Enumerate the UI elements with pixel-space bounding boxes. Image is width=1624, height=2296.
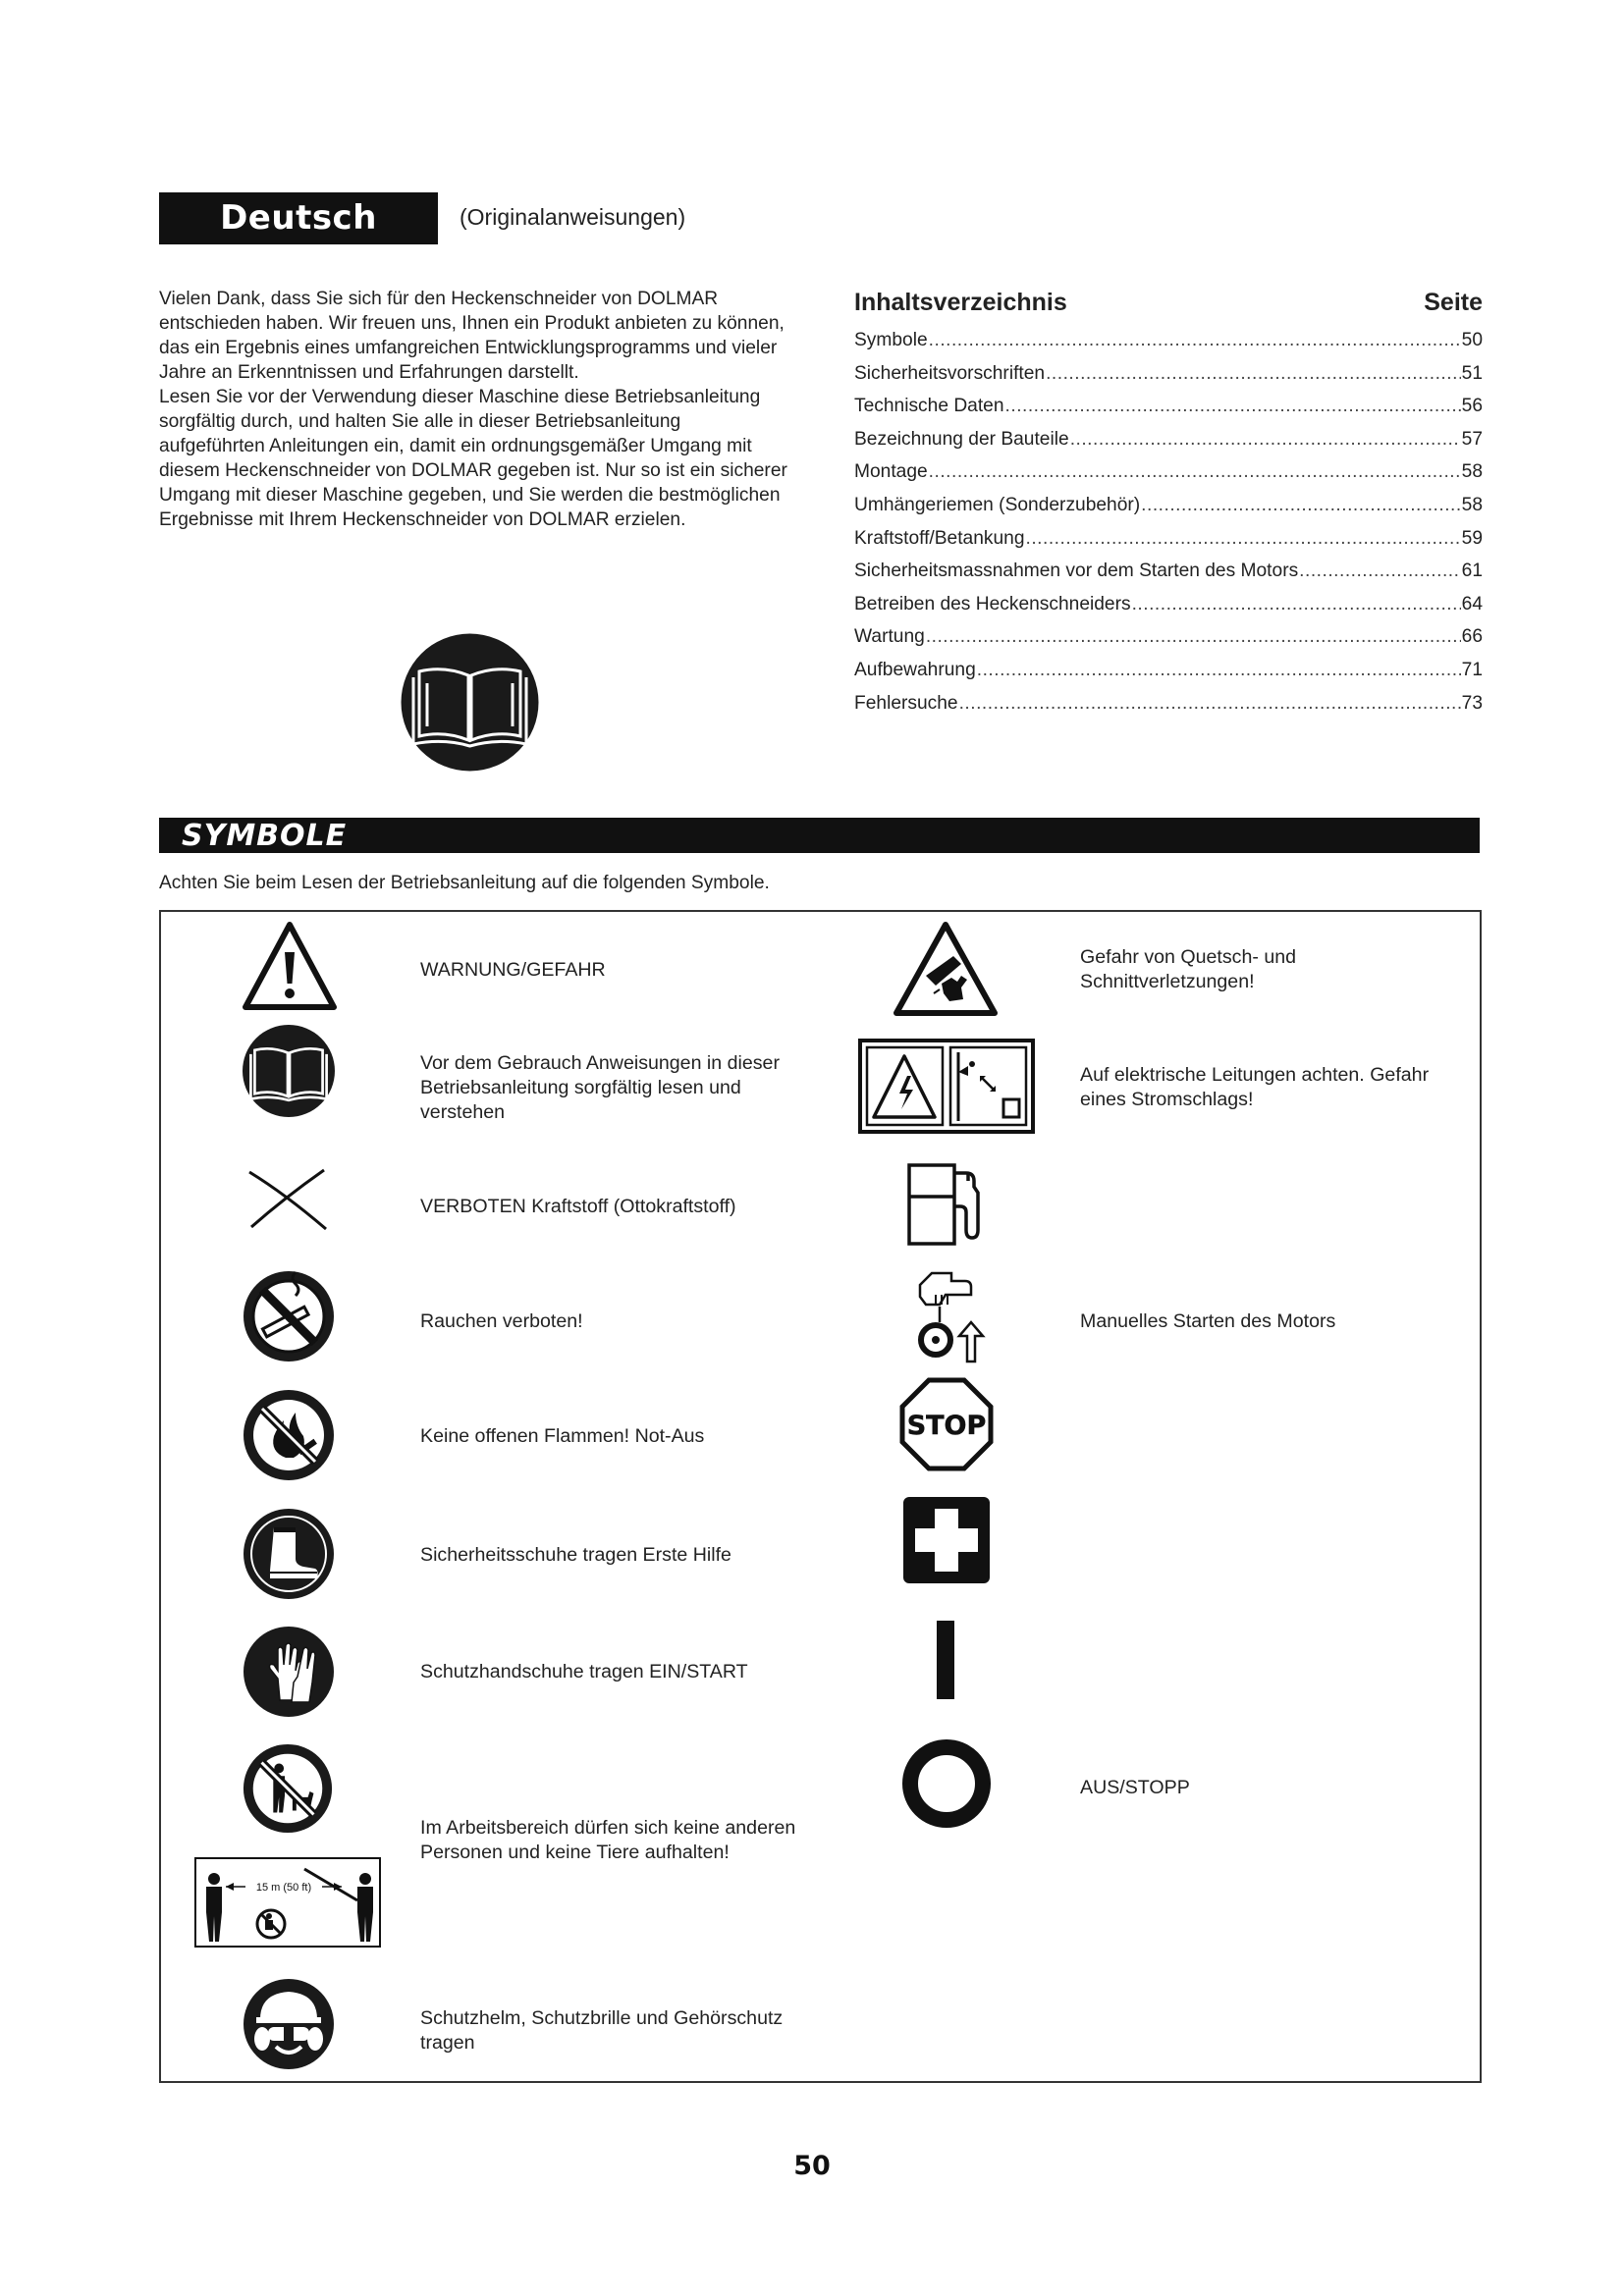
manual-start-icon xyxy=(906,1265,987,1363)
helmet-goggles-earmuffs-icon xyxy=(241,1976,337,2072)
symbol-label: Im Arbeitsbereich dürfen sich keine anderen Personen und keine Tiere aufhalten! xyxy=(420,1817,796,1863)
toc-item-page: 66 xyxy=(1461,626,1483,648)
toc-item-label: Wartung xyxy=(854,626,925,648)
symbol-label: Vor dem Gebrauch Anweisungen in dieser Betriebsanleitung sorgfältig lesen und verstehen xyxy=(420,1052,780,1123)
toc-item-page: 58 xyxy=(1461,494,1483,515)
toc-item[interactable] xyxy=(854,423,1483,456)
symbol-label: Gefahr von Quetsch- und Schnittverletzungen! xyxy=(1080,946,1297,992)
toc-item[interactable] xyxy=(854,687,1483,721)
toc-item-label: Symbole xyxy=(854,330,928,350)
table-of-contents xyxy=(854,285,1483,720)
toc-item[interactable] xyxy=(854,555,1483,588)
electric-lines-hazard-icon xyxy=(858,1039,1035,1134)
toc-item[interactable] xyxy=(854,620,1483,654)
section-title: SYMBOLE xyxy=(182,819,348,853)
symbol-label: VERBOTEN Kraftstoff (Ottokraftstoff) xyxy=(420,1196,736,1217)
toc-page-header: Seite xyxy=(1424,289,1483,316)
fuel-pump-icon xyxy=(905,1159,990,1248)
toc-header xyxy=(854,285,1483,324)
toc-item-label: Sicherheitsvorschriften xyxy=(854,362,1046,384)
subtitle: (Originalanweisungen) xyxy=(460,204,686,230)
toc-item-label: Betreiben des Heckenschneiders xyxy=(854,593,1131,614)
symbol-label: Schutzhandschuhe tragen EIN/START xyxy=(420,1661,748,1682)
section-note: Achten Sie beim Lesen der Betriebsanleitung auf die folgenden Symbole. xyxy=(159,873,770,893)
symbol-label: Schutzhelm, Schutzbrille und Gehörschutz tragen xyxy=(420,2007,784,2054)
symbol-label: AUS/STOPP xyxy=(1080,1777,1190,1798)
toc-item-label: Umhängeriemen (Sonderzubehör) xyxy=(854,494,1141,515)
symbol-label: WARNUNG/GEFAHR xyxy=(420,959,606,981)
on-start-bar-icon xyxy=(935,1621,956,1699)
read-manual-icon xyxy=(242,1024,336,1118)
toc-item-label: Fehlersuche xyxy=(854,692,958,714)
safety-boots-icon xyxy=(241,1506,337,1602)
intro-paragraph-1: Vielen Dank, dass Sie sich für den Heckenschneider von DOLMAR entschieden haben. Wir freuen uns, Ihnen ein Produkt anbieten zu können, das ein Ergebnis eines umfangreichen Entwicklungsprogramms und vieler Jahre an Erkenntnissen und Erfahrungen darstellt. xyxy=(159,289,785,383)
language-label: Deutsch xyxy=(159,192,438,244)
distance-diagram-icon xyxy=(194,1857,381,1948)
toc-item[interactable] xyxy=(854,489,1483,522)
toc-item[interactable] xyxy=(854,455,1483,489)
toc-item-page: 56 xyxy=(1461,396,1483,417)
toc-item[interactable] xyxy=(854,324,1483,357)
symbol-label: Rauchen verboten! xyxy=(420,1310,583,1332)
no-open-flames-icon xyxy=(241,1387,337,1483)
toc-item-page: 57 xyxy=(1461,428,1483,450)
toc-item[interactable] xyxy=(854,588,1483,621)
toc-item-label: Technische Daten xyxy=(854,396,1004,417)
intro-paragraph-2: Lesen Sie vor der Verwendung dieser Maschine diese Betriebsanleitung sorgfältig durch, und halten Sie alle in dieser Betriebsanleitung aufgeführten Anleitungen ein, damit ein ordnungsgemäßer Umgang mit diesem Heckenschneider von DOLMAR gegeben ist. Nur so ist ein sicherer Umgang mit dieser Maschine gegeben, und Sie werden die bestmöglichen Ergebnisse mit Ihrem Heckenschneider von DOLMAR erzielen. xyxy=(159,387,787,530)
toc-item[interactable] xyxy=(854,390,1483,423)
toc-item-page: 73 xyxy=(1461,692,1483,714)
crush-cut-hazard-icon xyxy=(893,921,999,1017)
no-smoking-icon xyxy=(241,1268,337,1364)
toc-item-page: 61 xyxy=(1461,561,1483,582)
intro-text xyxy=(159,287,787,532)
symbol-label: Manuelles Starten des Motors xyxy=(1080,1310,1336,1332)
stop-sign-label: STOP xyxy=(906,1411,987,1441)
toc-item-label: Bezeichnung der Bauteile xyxy=(854,428,1069,450)
toc-item-page: 71 xyxy=(1461,659,1483,680)
toc-item-page: 58 xyxy=(1461,461,1483,483)
stop-sign-icon xyxy=(899,1377,994,1471)
toc-item-page: 51 xyxy=(1461,362,1483,384)
warning-triangle-icon xyxy=(242,921,338,1011)
toc-item-label: Kraftstoff/Betankung xyxy=(854,527,1025,549)
no-bystanders-icon xyxy=(241,1741,335,1836)
toc-item-page: 59 xyxy=(1461,527,1483,549)
off-stop-ring-icon xyxy=(901,1738,992,1829)
symbol-label: Keine offenen Flammen! Not-Aus xyxy=(420,1425,705,1447)
toc-item-label: Aufbewahrung xyxy=(854,659,976,680)
toc-item[interactable] xyxy=(854,522,1483,556)
section-bar xyxy=(159,818,1480,853)
forbidden-cross-icon xyxy=(245,1164,330,1233)
protective-gloves-icon xyxy=(241,1624,337,1720)
toc-item-page: 64 xyxy=(1461,593,1483,614)
first-aid-icon xyxy=(901,1495,992,1585)
toc-item-label: Sicherheitsmassnahmen vor dem Starten des Motors xyxy=(854,561,1299,582)
toc-title: Inhaltsverzeichnis xyxy=(854,289,1067,316)
toc-item-label: Montage xyxy=(854,461,928,483)
read-manual-icon xyxy=(400,632,540,773)
toc-item[interactable] xyxy=(854,654,1483,687)
toc-item-page: 50 xyxy=(1461,330,1483,350)
symbol-label: Sicherheitsschuhe tragen Erste Hilfe xyxy=(420,1544,731,1566)
symbol-label: Auf elektrische Leitungen achten. Gefahr eines Stromschlags! xyxy=(1080,1064,1430,1110)
toc-item[interactable] xyxy=(854,357,1483,391)
page-number: 50 xyxy=(793,2151,831,2181)
distance-label: 15 m (50 ft) xyxy=(255,1882,312,1894)
